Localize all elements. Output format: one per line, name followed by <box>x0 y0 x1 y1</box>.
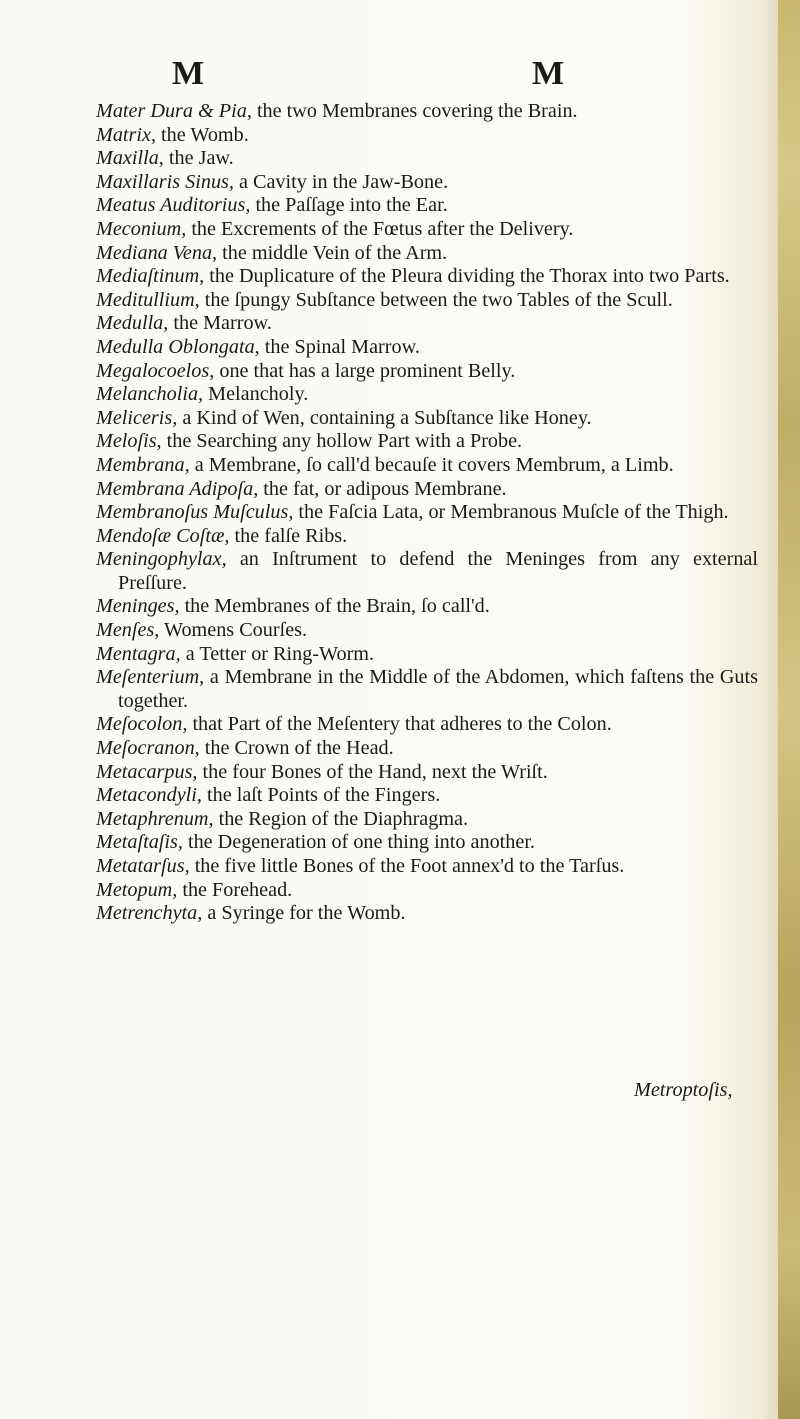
glossary-entry <box>96 548 758 595</box>
entry-term: Meſocranon, <box>96 737 200 760</box>
entry-term: Metatarſus, <box>96 855 190 877</box>
entry-term: Metrenchyta, <box>96 902 203 925</box>
entry-term: Metopum, <box>96 878 178 901</box>
glossary-entry <box>96 242 758 266</box>
glossary-entry <box>96 171 758 195</box>
entry-definition: a Membrane in the Middle of the Abdomen, which faſtens the Guts together. <box>118 666 758 712</box>
entry-term: Matrix, <box>96 123 156 146</box>
entry-term: Meloſis, <box>96 430 162 453</box>
glossary-entry <box>96 478 758 502</box>
entry-term: Maxillaris Sinus, <box>96 170 234 193</box>
glossary-entry <box>96 525 758 549</box>
entry-definition: the Excrements of the Fœtus after the Delivery. <box>186 217 574 240</box>
entry-term: Melancholia, <box>96 383 204 406</box>
entry-term: Metacarpus, <box>96 760 198 783</box>
entry-definition: a Syringe for the Womb. <box>202 902 406 925</box>
entry-definition: the Paſſage into the Ear. <box>250 194 448 217</box>
glossary-entry <box>96 100 758 124</box>
glossary-entry <box>96 312 758 336</box>
running-head-right: M <box>532 55 566 92</box>
entry-definition: the ſpungy Subſtance between the two Tables of the Scull. <box>199 288 673 311</box>
glossary-entry <box>96 643 758 667</box>
entry-term: Medulla Oblongata, <box>96 335 260 358</box>
entry-term: Mater Dura & Pia, <box>96 100 252 122</box>
glossary-entries <box>96 100 758 926</box>
entry-definition: the Womb. <box>156 123 249 146</box>
glossary-entry <box>96 855 758 879</box>
page-edge <box>778 0 800 1419</box>
entry-term: Metaſtaſis, <box>96 831 183 854</box>
entry-definition: one that has a large prominent Belly. <box>214 359 516 382</box>
entry-definition: a Membrane, ſo call'd becauſe it covers Membrum, a Limb. <box>189 453 674 476</box>
entry-definition: a Kind of Wen, containing a Subſtance like Honey. <box>177 406 592 429</box>
entry-term: Mentagra, <box>96 642 181 665</box>
entry-term: Metaphrenum, <box>96 807 214 830</box>
entry-term: Medulla, <box>96 312 169 335</box>
entry-term: Membrana, <box>96 453 190 476</box>
entry-definition: the Spinal Marrow. <box>259 335 420 358</box>
glossary-entry <box>96 761 758 785</box>
entry-term: Meſocolon, <box>96 713 188 736</box>
entry-definition: the Degeneration of one thing into another. <box>182 831 535 854</box>
glossary-entry <box>96 595 758 619</box>
glossary-entry <box>96 124 758 148</box>
entry-definition: the Faſcia Lata, or Membranous Muſcle of the Thigh. <box>293 501 729 524</box>
entry-definition: that Part of the Meſentery that adheres to the Colon. <box>187 713 612 736</box>
entry-term: Membrana Adipoſa, <box>96 477 259 500</box>
entry-term: Mediaſtinum, <box>96 265 205 288</box>
entry-term: Menſes, <box>96 619 160 642</box>
running-head <box>0 55 800 95</box>
entry-term: Megalocoelos, <box>96 359 215 382</box>
entry-term: Meditullium, <box>96 288 200 311</box>
entry-term: Meconium, <box>96 217 187 240</box>
glossary-entry <box>96 265 758 289</box>
entry-term: Meatus Auditorius, <box>96 194 251 217</box>
entry-definition: the falſe Ribs. <box>229 524 348 547</box>
entry-term: Meninges, <box>96 595 180 618</box>
glossary-entry <box>96 737 758 761</box>
entry-definition: the Region of the Diaphragma. <box>213 807 469 830</box>
entry-definition: the Membranes of the Brain, ſo call'd. <box>179 595 490 618</box>
glossary-entry <box>96 147 758 171</box>
glossary-entry <box>96 879 758 903</box>
entry-definition: the Crown of the Head. <box>199 737 394 760</box>
catchword: Metroptoſis, <box>634 1079 733 1101</box>
glossary-entry <box>96 713 758 737</box>
entry-definition: the Searching any hollow Part with a Probe. <box>161 430 523 453</box>
glossary-entry <box>96 383 758 407</box>
entry-definition: an Inſtrument to defend the Meninges from any external Preſſure. <box>118 548 758 594</box>
entry-definition: the two Membranes covering the Brain. <box>251 100 578 122</box>
glossary-entry <box>96 808 758 832</box>
glossary-entry <box>96 666 758 713</box>
glossary-entry <box>96 902 758 926</box>
glossary-entry <box>96 218 758 242</box>
entry-definition: the middle Vein of the Arm. <box>217 241 448 264</box>
running-head-left: M <box>172 55 206 92</box>
entry-definition: a Cavity in the Jaw-Bone. <box>233 170 449 193</box>
entry-term: Meliceris, <box>96 406 178 429</box>
glossary-entry <box>96 831 758 855</box>
entry-definition: the four Bones of the Hand, next the Wriſt. <box>197 760 548 783</box>
glossary-entry <box>96 360 758 384</box>
entry-definition: Melancholy. <box>203 383 309 406</box>
glossary-entry <box>96 289 758 313</box>
entry-term: Metacondyli, <box>96 784 202 807</box>
entry-definition: Womens Courſes. <box>159 619 308 642</box>
glossary-entry <box>96 336 758 360</box>
glossary-entry <box>96 619 758 643</box>
glossary-entry <box>96 501 758 525</box>
entry-term: Mediana Vena, <box>96 241 218 264</box>
entry-term: Maxilla, <box>96 147 164 170</box>
glossary-entry <box>96 430 758 454</box>
entry-definition: a Tetter or Ring-Worm. <box>180 642 375 665</box>
page-gutter-shadow <box>760 0 778 1419</box>
glossary-entry <box>96 407 758 431</box>
entry-term: Meſenterium, <box>96 666 205 689</box>
glossary-entry <box>96 784 758 808</box>
entry-definition: the fat, or adipous Membrane. <box>258 477 507 500</box>
entry-definition: the laſt Points of the Fingers. <box>201 784 441 807</box>
entry-definition: the Marrow. <box>168 312 272 335</box>
entry-definition: the Forehead. <box>177 878 293 901</box>
entry-term: Membranoſus Muſculus, <box>96 501 294 524</box>
glossary-entry <box>96 194 758 218</box>
entry-term: Meningophylax, <box>96 548 227 571</box>
entry-term: Mendoſæ Coſtæ, <box>96 524 230 547</box>
entry-definition: the Jaw. <box>163 147 234 170</box>
entry-definition: the Duplicature of the Pleura dividing the Thorax into two Parts. <box>204 265 730 288</box>
glossary-entry <box>96 454 758 478</box>
entry-definition: the five little Bones of the Foot annex'd to the Tarſus. <box>189 855 625 877</box>
